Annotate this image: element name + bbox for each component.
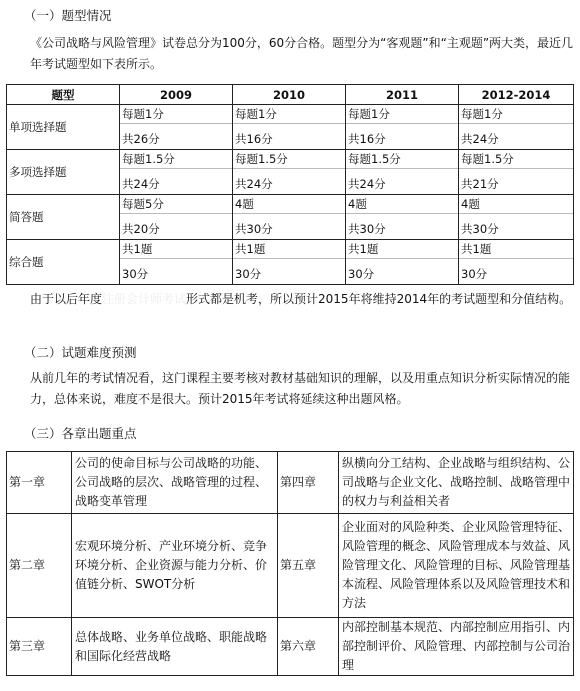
score-total: 共30分	[348, 222, 386, 236]
score-per-question: 每题1.5分	[233, 150, 345, 169]
score-cell	[346, 240, 459, 285]
score-per-question: 共1题	[459, 240, 573, 259]
score-total: 30分	[348, 267, 375, 281]
header-cell: 题型	[7, 85, 120, 105]
section-heading-difficulty: （二）试题难度预测	[24, 345, 137, 360]
score-per-question: 4题	[459, 195, 573, 214]
section-heading-chapter-focus: （三）各章出题重点	[24, 426, 137, 441]
exam-type-table	[6, 84, 574, 285]
chapter-name: 第六章	[278, 618, 339, 676]
score-per-question: 每题1分	[233, 105, 345, 124]
score-per-question: 共1题	[233, 240, 345, 259]
chapter-name: 第三章	[7, 618, 72, 676]
exam-table-row	[7, 195, 574, 240]
chapter-name: 第五章	[278, 514, 339, 618]
chapter-focus-table	[6, 451, 574, 676]
score-per-question: 每题1分	[459, 105, 573, 124]
score-cell	[120, 195, 233, 240]
score-per-question: 每题1分	[120, 105, 232, 124]
score-total: 30分	[461, 267, 488, 281]
score-total: 共30分	[461, 222, 499, 236]
score-per-question: 每题1分	[346, 105, 458, 124]
score-cell	[233, 105, 346, 150]
score-cell	[459, 195, 574, 240]
exam-table-row	[7, 150, 574, 195]
score-cell	[459, 240, 574, 285]
score-per-question: 每题1.5分	[120, 150, 232, 169]
difficulty-paragraph	[6, 368, 574, 410]
score-total: 共24分	[235, 177, 273, 191]
chapter-topics: 宏观环境分析、产业环境分析、竞争环境分析、企业资源与能力分析、价值链分析、SWOT分析	[72, 514, 278, 618]
score-total: 共24分	[348, 177, 386, 191]
chapter-name: 第二章	[7, 514, 72, 618]
score-total: 共30分	[235, 222, 273, 236]
score-per-question: 4题	[233, 195, 345, 214]
score-per-question: 每题5分	[120, 195, 232, 214]
score-total: 30分	[122, 267, 149, 281]
chapter-topics: 内部控制基本规范、内部控制应用指引、内部控制评价、风险管理、内部控制与公司治理	[339, 618, 574, 676]
header-cell: 2009	[120, 85, 233, 105]
intro-text: 《公司战略与风险管理》试卷总分为100分，60分合格。题型分为“客观题”和“主观题”两大类，最近几年考试题型如下表所示。	[30, 36, 574, 71]
chapter-row	[7, 618, 574, 676]
intro-paragraph	[6, 33, 574, 75]
note-part2: 形式都是机考，所以预计2015年将维持2014年的考试题型和分值结构。	[186, 292, 572, 306]
score-total: 共24分	[461, 132, 499, 146]
note-faded-text: 注册会计师考试	[102, 292, 187, 306]
header-cell: 2010	[233, 85, 346, 105]
note-text	[6, 289, 574, 310]
exam-table-header-row	[7, 85, 574, 105]
question-type-label: 多项选择题	[7, 150, 120, 195]
score-total: 共24分	[122, 177, 160, 191]
score-total: 共26分	[122, 132, 160, 146]
header-cell: 2011	[346, 85, 459, 105]
score-total: 共16分	[235, 132, 273, 146]
score-total: 30分	[235, 267, 262, 281]
note-paragraph	[6, 289, 574, 310]
chapter-name: 第四章	[278, 452, 339, 514]
question-type-label: 单项选择题	[7, 105, 120, 150]
question-type-label: 简答题	[7, 195, 120, 240]
score-cell	[346, 105, 459, 150]
difficulty-text: 从前几年的考试情况看，这门课程主要考核对教材基础知识的理解，以及用重点知识分析实际情况的能力，总体来说，难度不是很大。预计2015年考试将延续这种出题风格。	[30, 371, 571, 406]
score-per-question: 每题1.5分	[346, 150, 458, 169]
score-per-question: 共1题	[346, 240, 458, 259]
chapter-row	[7, 514, 574, 618]
chapter-row	[7, 452, 574, 514]
score-cell	[459, 105, 574, 150]
score-cell	[120, 105, 233, 150]
chapter-topics: 纵横向分工结构、企业战略与组织结构、公司战略与企业文化、战略控制、战略管理中的权力与利益相关者	[339, 452, 574, 514]
chapter-topics: 公司的使命目标与公司战略的功能、公司战略的层次、战略管理的过程、战略变革管理	[72, 452, 278, 514]
score-cell	[459, 150, 574, 195]
score-total: 共21分	[461, 177, 499, 191]
score-total: 共16分	[348, 132, 386, 146]
score-cell	[233, 195, 346, 240]
score-cell	[346, 195, 459, 240]
section-heading-question-types: （一）题型情况	[24, 8, 112, 23]
chapter-name: 第一章	[7, 452, 72, 514]
score-per-question: 共1题	[120, 240, 232, 259]
score-per-question: 每题1.5分	[459, 150, 573, 169]
exam-table-row	[7, 105, 574, 150]
question-type-label: 综合题	[7, 240, 120, 285]
score-cell	[233, 150, 346, 195]
score-cell	[120, 240, 233, 285]
score-cell	[233, 240, 346, 285]
score-cell	[346, 150, 459, 195]
chapter-topics: 企业面对的风险种类、企业风险管理特征、风险管理的概念、风险管理成本与效益、风险管理文化、风险管理的目标、风险管理基本流程、风险管理体系以及风险管理技术和方法	[339, 514, 574, 618]
header-cell: 2012-2014	[459, 85, 574, 105]
chapter-topics: 总体战略、业务单位战略、职能战略和国际化经营战略	[72, 618, 278, 676]
score-total: 共20分	[122, 222, 160, 236]
note-part1: 由于以后年度	[30, 292, 103, 306]
exam-table-row	[7, 240, 574, 285]
score-cell	[120, 150, 233, 195]
score-per-question: 4题	[346, 195, 458, 214]
